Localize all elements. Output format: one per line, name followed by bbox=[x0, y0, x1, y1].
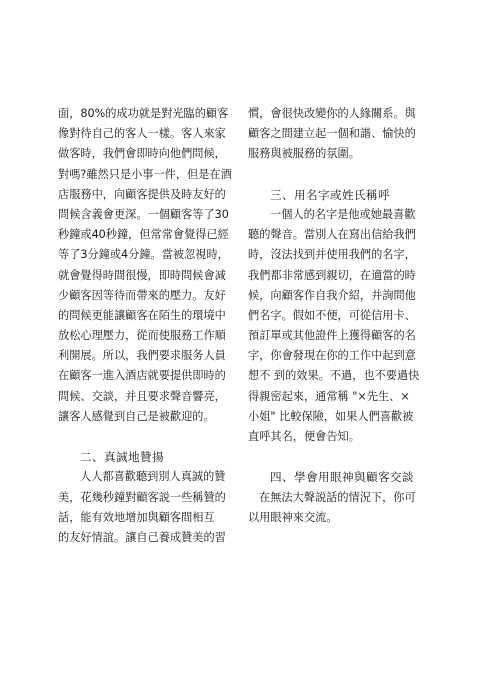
text-line: 得親密起來，通常稱 "×先生、× bbox=[248, 389, 410, 403]
text-line: 問候含義會更深。一個顧客等了30 bbox=[58, 207, 229, 221]
text-line: 慣，會很快改變你的人緣關系。與 bbox=[248, 107, 416, 120]
text-line: 讓客人感覺到自己是被歡迎的。 bbox=[58, 409, 215, 423]
paragraph-spacer bbox=[248, 165, 424, 185]
paragraph-spacer bbox=[58, 427, 234, 447]
text-line: 放松心理壓力，從而使服務工作順 bbox=[58, 329, 226, 343]
text-line: 話，能有效地增加與顧客間相互 bbox=[58, 510, 215, 524]
text-line: 面，80%的成功就是對光臨的顧客 bbox=[58, 107, 229, 120]
text-line: 等了3分鐘或4分鐘。當被忽視時， bbox=[58, 248, 229, 262]
text-line: 少顧客因等待而帶來的壓力。友好 bbox=[58, 288, 226, 302]
text-line: 想不 到的效果。不過，也不要過快 bbox=[248, 369, 420, 383]
text-line: 在顧客一進入酒店就要提供即時的 bbox=[58, 369, 226, 383]
section-heading: 四、學會用眼神與顧客交談 bbox=[270, 470, 414, 485]
text-line: 我們都非常感到親切，在適當的時 bbox=[248, 268, 416, 282]
text-line: 服務與被服務的氛圍。 bbox=[248, 147, 360, 161]
text-line: 字，你會發現在你的工作中起到意 bbox=[248, 349, 416, 363]
text-line: 候，向顧客作自我介紹，并詢問他 bbox=[248, 288, 416, 302]
section-heading: 三、用名字或姓氏稱呼 bbox=[270, 187, 390, 202]
right-column bbox=[248, 104, 424, 528]
text-line: 顧客之間建立起一個和諧、愉快的 bbox=[248, 127, 416, 141]
text-line: 利開展。所以，我們要求服务人員 bbox=[58, 349, 226, 363]
text-line: 的友好情誼。讓自己養成贊美的習 bbox=[58, 530, 226, 544]
text-line: 小姐" 比較保險，如果人們喜歡被 bbox=[248, 409, 414, 423]
text-line: 對嗎?雖然只是小事一件，但是在酒 bbox=[58, 167, 232, 181]
left-column bbox=[58, 104, 234, 548]
text-line: 以用眼神來交流。 bbox=[248, 510, 338, 524]
text-line: 們名字。假如不便，可從信用卡、 bbox=[248, 308, 416, 322]
text-line: 在無法大聲説話的情況下，你可 bbox=[259, 490, 416, 504]
text-line: 時，沒法找到并使用我們的名字， bbox=[248, 248, 416, 262]
text-line: 聽的聲音。當別人在寫出信給我們 bbox=[248, 228, 416, 242]
text-line: 美，花幾秒鐘對顧客説一些稱贊的 bbox=[58, 490, 226, 504]
section-heading: 二、真誠地贊揚 bbox=[80, 450, 164, 465]
text-line: 直呼其名，便會告知。 bbox=[248, 430, 360, 443]
text-line: 預訂單或其他證件上獲得顧客的名 bbox=[248, 329, 416, 343]
text-line: 像對待自己的客人一樣。客人來家 bbox=[58, 127, 226, 141]
text-line: 問候、交談，并且要求聲音響亮， bbox=[58, 389, 226, 403]
paragraph-spacer bbox=[248, 447, 424, 467]
text-line: 店服務中，向顧客提供及時友好的 bbox=[58, 187, 226, 201]
text-line: 一個人的名字是他或她最喜歡 bbox=[270, 207, 416, 221]
text-line: 的問候更能讓顧客在陌生的環境中 bbox=[58, 308, 226, 322]
text-line: 就會覺得時間很慢，即時問候會减 bbox=[58, 268, 226, 282]
text-line: 人人都喜歡聽到別人真誠的贊 bbox=[80, 470, 226, 484]
text-line: 做客時，我們會即時向他們問候， bbox=[58, 147, 226, 161]
text-line: 秒鐘或40秒鐘，但常常會覺得已經 bbox=[58, 228, 229, 242]
